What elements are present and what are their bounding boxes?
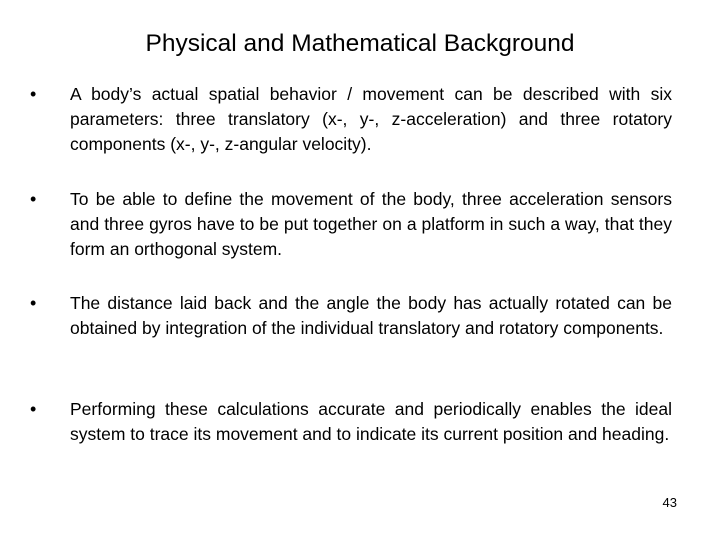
slide-title: Physical and Mathematical Background <box>145 30 575 57</box>
bullet-marker: • <box>30 399 37 419</box>
bullet-text: A body’s actual spatial behavior / movement can be described with six parameters: three translatory (x-, y-, z-acceleration) and three rotatory components (x-, y-, z-angular velocity). <box>70 84 672 154</box>
bullet-text: To be able to define the movement of the body, three acceleration sensors and three gyros have to be put together on a platform in such a way, that they form an orthogonal system. <box>70 189 672 259</box>
bullet-marker: • <box>30 189 37 209</box>
page-number: 43 <box>662 495 677 510</box>
bullet-text: Performing these calculations accurate and periodically enables the ideal system to trace its movement and to indicate its current position and heading. <box>70 399 672 444</box>
bullet-text: The distance laid back and the angle the body has actually rotated can be obtained by integration of the individual translatory and rotatory components. <box>70 293 672 338</box>
bullet-marker: • <box>30 84 37 104</box>
bullet-marker: • <box>30 293 37 313</box>
